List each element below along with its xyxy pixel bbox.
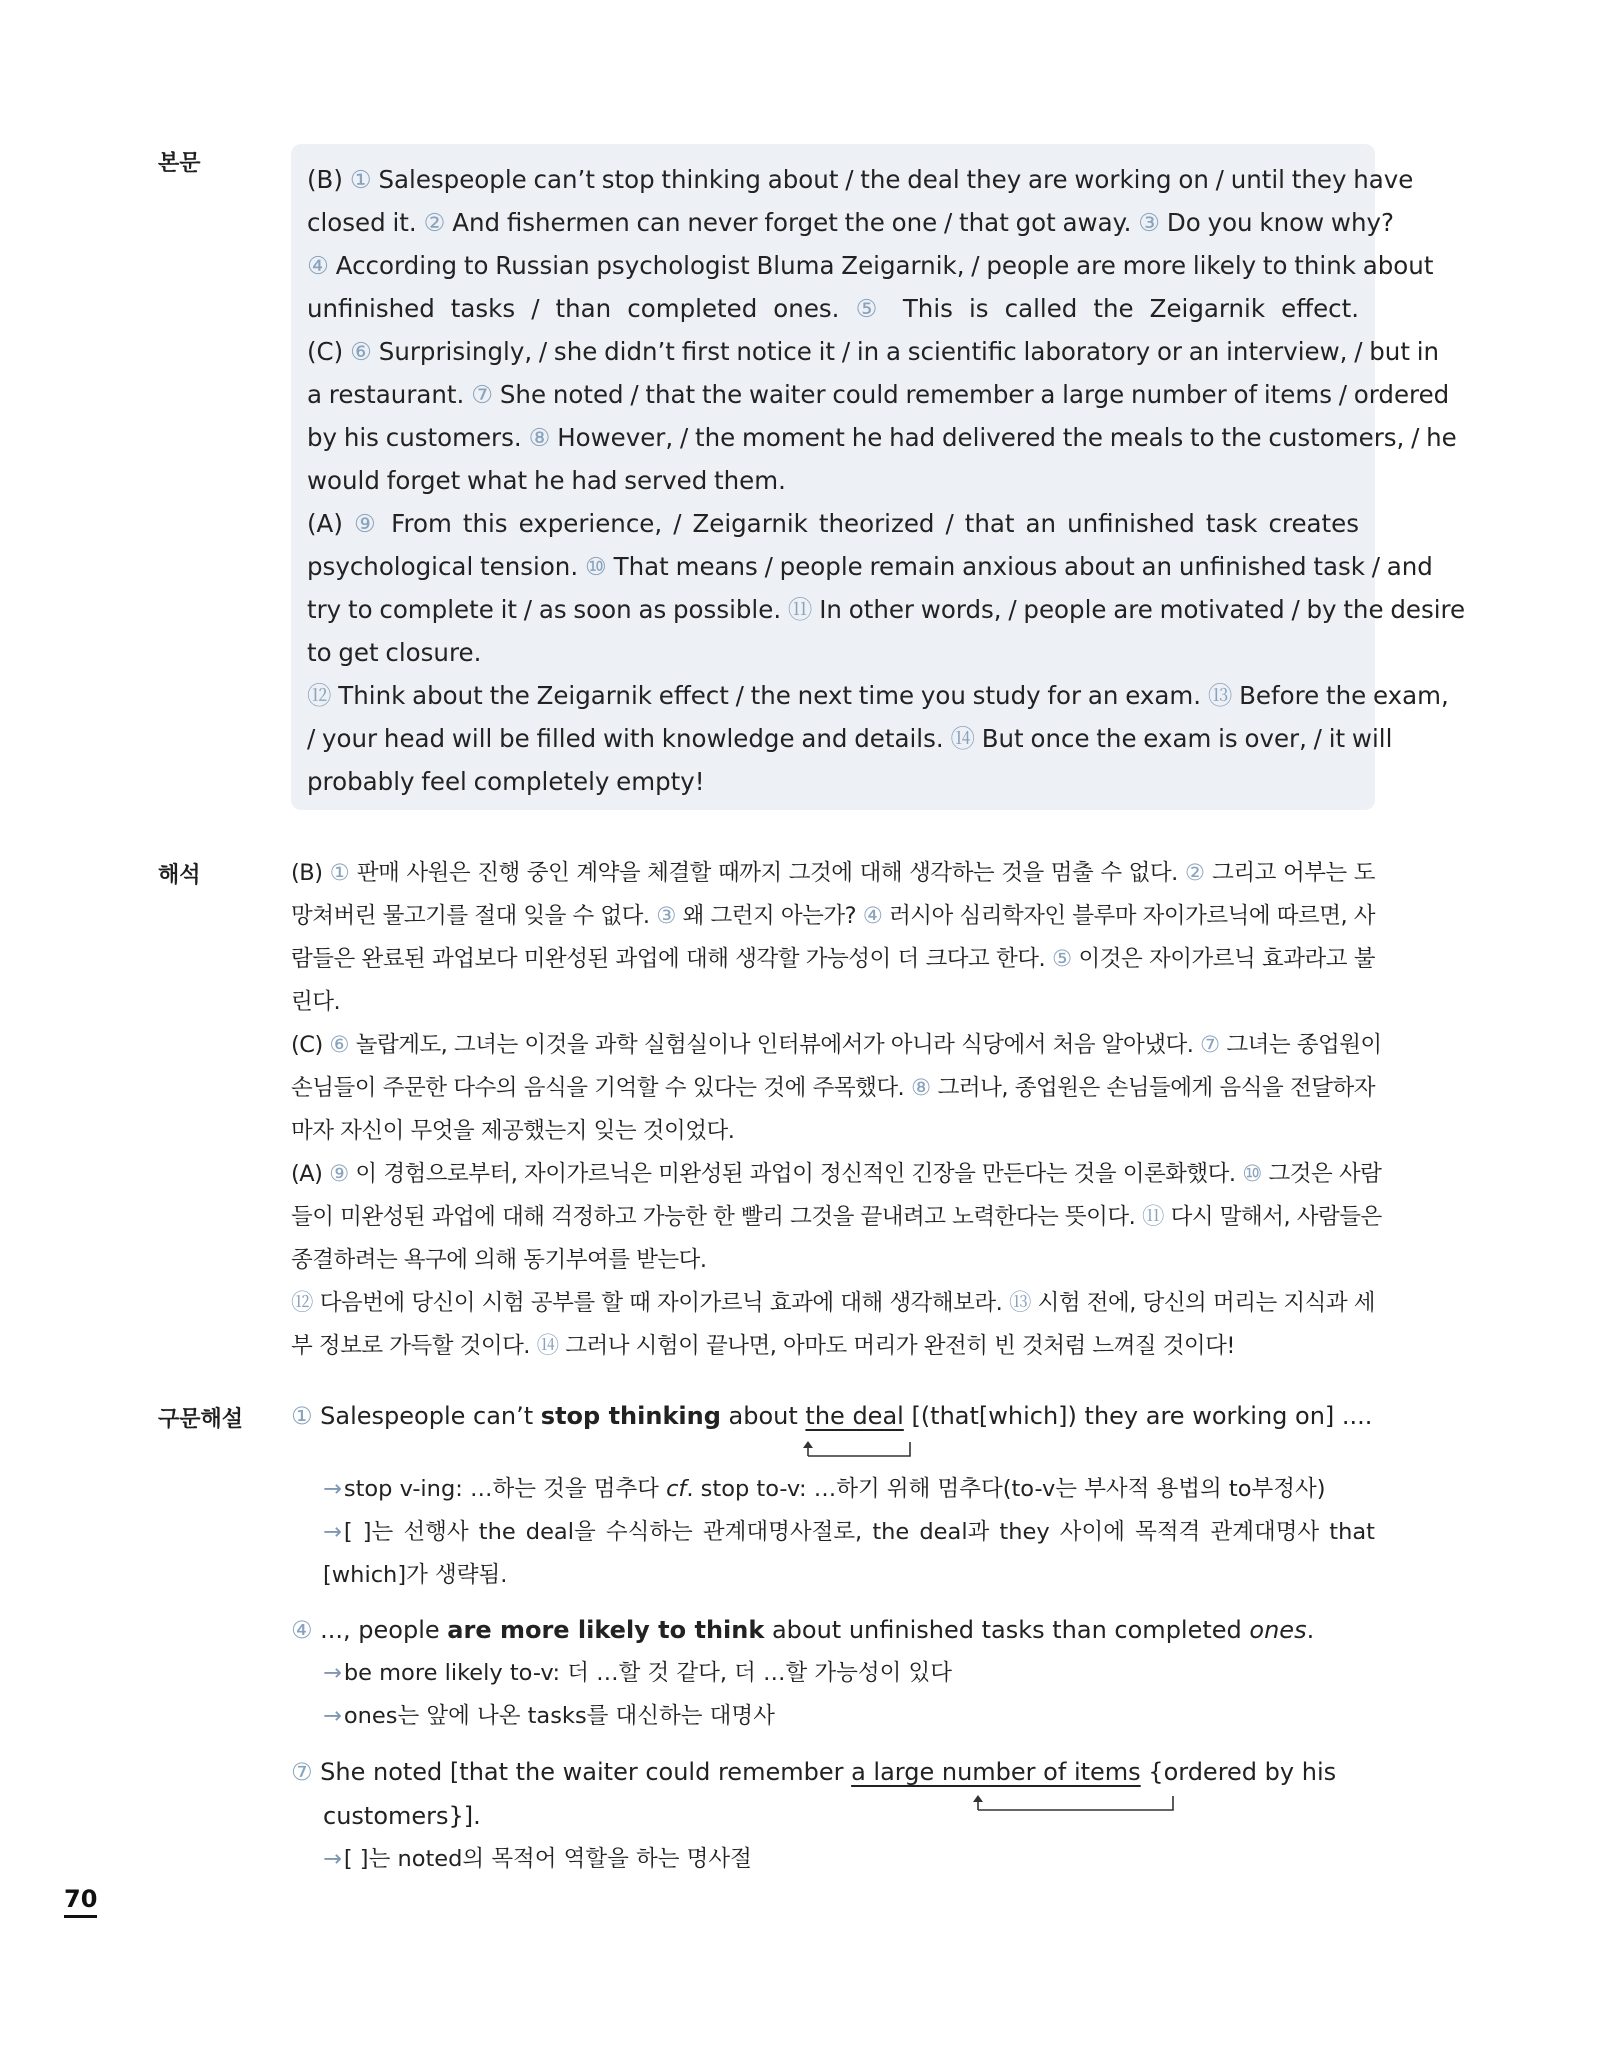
antecedent-connector-1: [800, 1438, 930, 1460]
passage-text: (C): [307, 337, 351, 366]
passage-line: [307, 717, 1393, 760]
passage-text: (A): [307, 509, 354, 538]
passage-box: [291, 144, 1466, 810]
translation-line: [291, 1024, 1382, 1067]
passage-section-label: 본문: [158, 151, 201, 176]
translation-text: (B): [291, 860, 330, 886]
translation-text: 그러나 시험이 끝나면, 아마도 머리가 완전히 빈 것처럼 느껴질 것이다!: [558, 1333, 1235, 1359]
italic-word: ones: [1249, 1616, 1307, 1644]
passage-text: Salespeople can’t stop thinking about / the deal they are working on / until they have: [371, 165, 1414, 194]
translation-line: [291, 1110, 1375, 1153]
passage-text: And fishermen can never forget the one / that got away.: [445, 208, 1139, 237]
passage-text: She noted / that the waiter could remember a large number of items / ordered: [493, 380, 1450, 409]
page-number: 70: [64, 1885, 97, 1918]
translation-text: 린다.: [291, 989, 341, 1015]
sentence-number: ①: [329, 860, 350, 886]
sentence-number: ④: [291, 1616, 313, 1644]
grammar-note-1-sub-2-cont: [which]가 생략됨.: [323, 1562, 508, 1588]
passage-text: Do you know why?: [1160, 208, 1394, 237]
arrow-icon: →: [323, 1519, 342, 1545]
sentence-number: ⑧: [528, 423, 551, 452]
passage-line: [307, 631, 1359, 674]
passage-text: That means / people remain anxious about an unfinished task / and: [606, 552, 1433, 581]
translation-line: [291, 1153, 1382, 1196]
translation-text: 그것은 사람: [1261, 1161, 1382, 1187]
translation-line: [291, 1282, 1375, 1325]
translation-line: [291, 1239, 1375, 1282]
sentence-number: ⑨: [353, 509, 381, 538]
sentence-number: ④: [862, 903, 883, 929]
sentence-number: ⑫: [291, 1290, 314, 1316]
sentence-number: ⑪: [787, 595, 813, 624]
translation-text: 이것은 자이가르닉 효과라고 불: [1071, 946, 1376, 972]
translation-text: 람들은 완료된 과업보다 미완성된 과업에 대해 생각할 가능성이 더 크다고 한다.: [291, 946, 1052, 972]
underlined-antecedent: the deal: [805, 1402, 904, 1430]
translation-text: 손님들이 주문한 다수의 음식을 기억할 수 있다는 것에 주목했다.: [291, 1075, 912, 1101]
passage-text: But once the exam is over, / it will: [974, 724, 1393, 753]
translation-text: 망쳐버린 물고기를 절대 잊을 수 없다.: [291, 903, 657, 929]
sentence-number: ⑤: [1051, 946, 1072, 972]
translation-text: (C): [291, 1032, 330, 1058]
sentence-number: ⑬: [1207, 681, 1233, 710]
sentence-number: ⑩: [584, 552, 607, 581]
translation-block: [291, 852, 1382, 1368]
sentence-number: ⑩: [1242, 1161, 1262, 1187]
passage-text: psychological tension.: [307, 552, 585, 581]
passage-line: [307, 244, 1434, 287]
sentence-number: ⑭: [950, 724, 975, 753]
sentence-number: ①: [291, 1402, 313, 1430]
passage-text: Think about the Zeigarnik effect / the next time you study for an exam.: [331, 681, 1208, 710]
sentence-number: ⑧: [911, 1075, 931, 1101]
sentence-number: ⑦: [291, 1758, 313, 1786]
grammar-note-2-sub-2: →ones는 앞에 나온 tasks를 대신하는 대명사: [323, 1703, 775, 1729]
translation-text: (A): [291, 1161, 330, 1187]
translation-line: [291, 1325, 1375, 1368]
passage-text: However, / the moment he had delivered the meals to the customers, / he: [550, 423, 1457, 452]
passage-text: by his customers.: [307, 423, 529, 452]
passage-text: try to complete it / as soon as possible.: [307, 595, 788, 624]
sentence-number: ②: [1184, 860, 1206, 886]
passage-text: would forget what he had served them.: [307, 466, 786, 495]
passage-line: [307, 158, 1414, 201]
translation-text: 그리고 어부는 도: [1205, 860, 1375, 886]
translation-text: 판매 사원은 진행 중인 계약을 체결할 때까지 그것에 대해 생각하는 것을 멈출 수 없다.: [349, 860, 1185, 886]
sentence-number: ①: [349, 165, 372, 194]
sentence-number: ⑭: [536, 1333, 559, 1359]
grammar-note-2-sub-1: →be more likely to-v: 더 …할 것 같다, 더 …할 가능성이 있다: [323, 1660, 952, 1686]
passage-text: unfinished tasks / than completed ones.: [307, 294, 856, 323]
sentence-number: ⑥: [350, 337, 372, 366]
passage-line: [307, 502, 1359, 545]
translation-line: [291, 1067, 1375, 1110]
sentence-number: ②: [423, 208, 446, 237]
translation-text: 시험 전에, 당신의 머리는 지식과 세: [1030, 1290, 1375, 1316]
arrow-icon: →: [323, 1660, 342, 1686]
sentence-number: ⑦: [471, 380, 494, 409]
translation-text: 왜 그런지 아는가?: [675, 903, 863, 929]
translation-text: 이 경험으로부터, 자이가르닉은 미완성된 과업이 정신적인 긴장을 만든다는 것을 이론화했다.: [348, 1161, 1243, 1187]
arrow-icon: →: [323, 1476, 342, 1502]
bold-phrase: stop thinking: [540, 1402, 721, 1430]
passage-text: closed it.: [307, 208, 424, 237]
arrow-icon: →: [323, 1703, 342, 1729]
sentence-number: ⑦: [1200, 1032, 1220, 1058]
sentence-number: ⑥: [329, 1032, 350, 1058]
grammar-section-label: 구문해설: [158, 1407, 244, 1432]
translation-section-label: 해석: [158, 863, 201, 888]
translation-line: [291, 895, 1375, 938]
grammar-note-2: ④ ..., people are more likely to think about unfinished tasks than completed ones.: [291, 1616, 1315, 1644]
passage-line: [307, 674, 1449, 717]
sentence-number: ⑫: [307, 681, 332, 710]
translation-line: [291, 938, 1375, 981]
sentence-number: ⑤: [855, 294, 887, 323]
translation-text: 부 정보로 가득할 것이다.: [291, 1333, 537, 1359]
passage-text: (B): [307, 165, 350, 194]
passage-text: to get closure.: [307, 638, 482, 667]
grammar-note-3-sub-1: →[ ]는 noted의 목적어 역할을 하는 명사절: [323, 1846, 752, 1872]
sentence-number: ⑨: [329, 1161, 349, 1187]
sentence-number: ③: [1138, 208, 1161, 237]
grammar-note-3-cont: customers}].: [323, 1802, 481, 1830]
passage-text: / your head will be filled with knowledge and details.: [307, 724, 951, 753]
translation-text: 들이 미완성된 과업에 대해 걱정하고 가능한 한 빨리 그것을 끝내려고 노력한다는 뜻이다.: [291, 1204, 1142, 1230]
sentence-number: ④: [307, 251, 329, 280]
passage-line: [307, 545, 1433, 588]
passage-text: From this experience, / Zeigarnik theorized / that an unfinished task creates: [380, 509, 1359, 538]
passage-line: [307, 588, 1466, 631]
passage-line: [307, 201, 1394, 244]
passage-line: [307, 416, 1457, 459]
passage-line: [307, 459, 1359, 502]
translation-text: 놀랍게도, 그녀는 이것을 과학 실험실이나 인터뷰에서가 아니라 식당에서 처음 알아냈다.: [349, 1032, 1201, 1058]
translation-text: 종결하려는 욕구에 의해 동기부여를 받는다.: [291, 1247, 707, 1273]
passage-text: This is called the Zeigarnik effect.: [886, 294, 1360, 323]
translation-text: 그러나, 종업원은 손님들에게 음식을 전달하자: [930, 1075, 1375, 1101]
grammar-note-1-sub-1: →stop v-ing: …하는 것을 멈추다 cf. stop to-v: …하기 위해 멈추다(to-v는 부사적 용법의 to부정사): [323, 1476, 1326, 1502]
arrow-icon: →: [323, 1846, 342, 1872]
grammar-note-1: ① Salespeople can’t stop thinking about the deal [(that[which]) they are working on] ....: [291, 1402, 1373, 1430]
translation-text: 그녀는 종업원이: [1219, 1032, 1382, 1058]
translation-text: 마자 자신이 무엇을 제공했는지 잊는 것이었다.: [291, 1118, 735, 1144]
translation-text: 다음번에 당신이 시험 공부를 할 때 자이가르닉 효과에 대해 생각해보라.: [313, 1290, 1009, 1316]
translation-text: 다시 말해서, 사람들은: [1163, 1204, 1382, 1230]
translation-text: 러시아 심리학자인 블루마 자이가르닉에 따르면, 사: [882, 903, 1376, 929]
translation-line: [291, 852, 1375, 895]
translation-line: [291, 981, 1375, 1024]
passage-text: According to Russian psychologist Bluma Zeigarnik, / people are more likely to think about: [328, 251, 1434, 280]
passage-line: [307, 760, 1359, 803]
passage-line: [307, 330, 1440, 373]
passage-line: [307, 373, 1450, 416]
antecedent-connector-3: [970, 1792, 1190, 1814]
passage-text: In other words, / people are motivated / by the desire: [812, 595, 1466, 624]
translation-line: [291, 1196, 1382, 1239]
passage-text: probably feel completely empty!: [307, 767, 705, 796]
sentence-number: ⑬: [1008, 1290, 1031, 1316]
grammar-note-1-sub-2: →[ ]는 선행사 the deal을 수식하는 관계대명사절로, the deal과 they 사이에 목적격 관계대명사 that: [323, 1519, 1375, 1545]
passage-text: Before the exam,: [1232, 681, 1449, 710]
sentence-number: ③: [656, 903, 676, 929]
passage-text: Surprisingly, / she didn’t first notice it / in a scientific laboratory or an interview, / but in: [371, 337, 1440, 366]
passage-text: a restaurant.: [307, 380, 472, 409]
sentence-number: ⑪: [1141, 1204, 1164, 1230]
underlined-antecedent: a large number of items: [851, 1758, 1141, 1786]
bold-phrase: are more likely to think: [447, 1616, 765, 1644]
passage-line: [307, 287, 1359, 330]
grammar-note-3: ⑦ She noted [that the waiter could remember a large number of items {ordered by his: [291, 1758, 1337, 1786]
